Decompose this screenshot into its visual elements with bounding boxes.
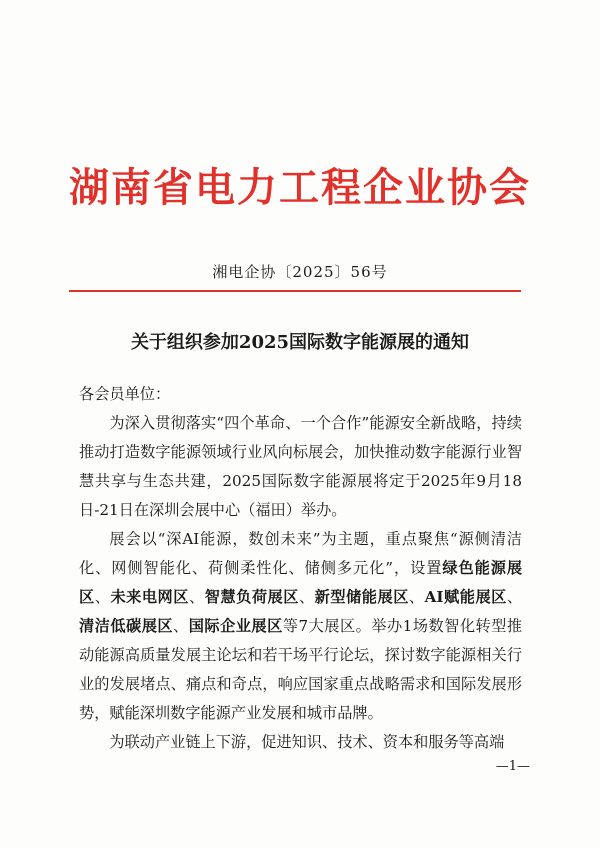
- document-number: 湘电企协〔2025〕56号: [212, 263, 388, 281]
- zone-new-storage: 新型储能展区: [314, 588, 409, 606]
- zone-separator: 、: [94, 588, 111, 606]
- organization-header: 湖南省电力工程企业协会: [69, 164, 531, 211]
- paragraph-2-intro: 展会以“深AI能源，数创未来”为主题，重点聚焦“源侧清洁化、网侧智能化、荷侧柔性化、储侧多元化”，设置: [79, 530, 522, 577]
- zone-clean-low-carbon: 清洁低碳展区: [79, 617, 174, 635]
- zone-separator: 、: [188, 588, 205, 606]
- page-number: —1—: [495, 759, 530, 774]
- zone-separator: 、: [408, 588, 425, 606]
- zone-future-grid: 未来电网区: [110, 588, 189, 606]
- red-separator-line: [69, 290, 521, 292]
- zone-separator: 、: [298, 588, 315, 606]
- notice-body: [79, 380, 522, 757]
- zone-separator: 、: [173, 617, 189, 635]
- paragraph-3: 为联动产业链上下游，促进知识、技术、资本和服务等高端: [109, 733, 505, 751]
- zone-smart-load: 智慧负荷展区: [204, 588, 299, 606]
- zone-international-enterprise: 国际企业展区: [188, 617, 283, 635]
- notice-title: 关于组织参加2025国际数字能源展的通知: [130, 332, 470, 353]
- salutation: 各会员单位：: [79, 385, 171, 403]
- paragraph-2-outro: 等7大展区。举办1场数智化转型推动能源高质量发展主论坛和若干场平行论坛，探讨数字能源相关行业的发展堵点、痛点和奇点，响应国家重点战略需求和国际发展形势，赋能深圳数字能源产业发展和城市品牌。: [79, 617, 523, 722]
- paragraph-1: 为深入贯彻落实“四个革命、一个合作”能源安全新战略，持续推动打造数字能源领域行业风向标展会，加快推动数字能源行业智慧共享与生态共建，2025国际数字能源展将定于2025年9月18日-21日在深圳会展中心（福田）举办。: [79, 414, 522, 519]
- zone-separator: 、: [506, 588, 523, 606]
- paragraph-2: [79, 525, 522, 728]
- zone-green-energy: 绿色能源展区: [79, 559, 523, 606]
- zone-ai-enabled: AI赋能展区: [424, 588, 507, 606]
